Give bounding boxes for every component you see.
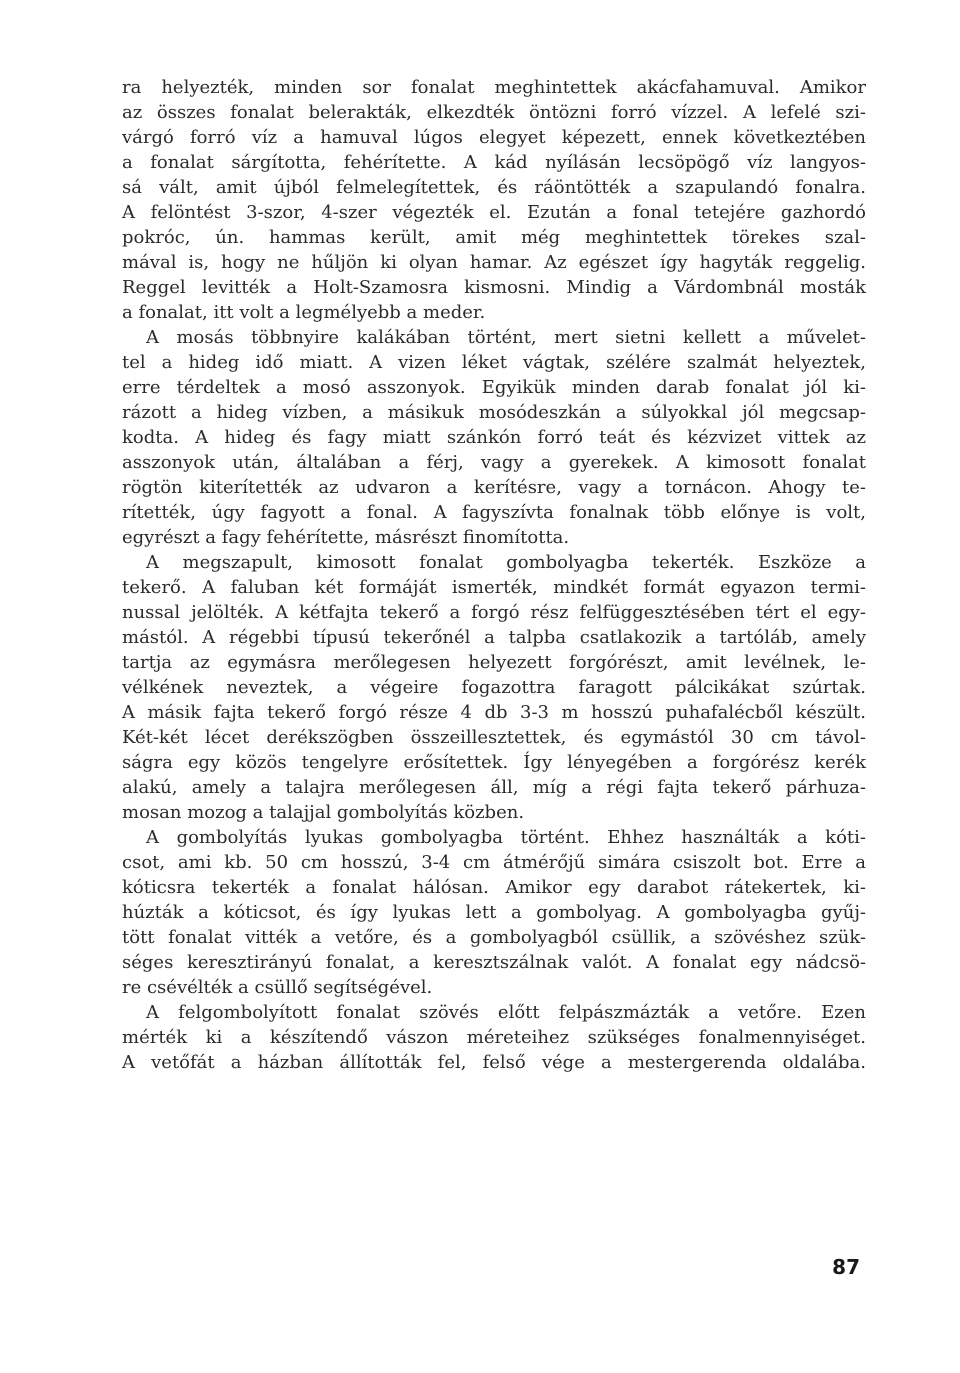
text-line: A másik fajta tekerő forgó része 4 db 3-3 m hosszú puhafalécből készült. bbox=[122, 702, 866, 723]
text-line: A vetőfát a házban állították fel, felső vége a mestergerenda oldalába. bbox=[122, 1052, 866, 1073]
text-line: rögtön kiterítették az udvaron a kerítésre, vagy a tornácon. Ahogy te- bbox=[122, 477, 866, 498]
text-line: mérték ki a készítendő vászon méreteihez szükséges fonalmennyiséget. bbox=[122, 1027, 866, 1048]
text-line: ságra egy közös tengelyre erősítettek. Így lényegében a forgórész kerék bbox=[122, 752, 866, 773]
text-line: tartja az egymásra merőlegesen helyezett forgórészt, amit levélnek, le- bbox=[122, 652, 866, 673]
text-line: kodta. A hideg és fagy miatt szánkón forró teát és kézvizet vittek az bbox=[122, 427, 866, 448]
text-line: rítették, úgy fagyott a fonal. A fagyszívta fonalnak több előnye is volt, bbox=[122, 502, 866, 523]
text-line: nussal jelölték. A kétfajta tekerő a forgó rész felfüggesztésében tért el egy- bbox=[122, 602, 866, 623]
text-line: tekerő. A faluban két formáját ismerték, mindkét formát egyazon termi- bbox=[122, 577, 866, 598]
text-line: vélkének neveztek, a végeire fogazottra faragott pálcikákat szúrtak. bbox=[122, 677, 866, 698]
text-line: csot, ami kb. 50 cm hosszú, 3-4 cm átmérőjű simára csiszolt bot. Erre a bbox=[122, 852, 866, 873]
text-line: az összes fonalat belerakták, elkezdték öntözni forró vízzel. A lefelé szi- bbox=[122, 102, 866, 123]
text-line: asszonyok után, általában a férj, vagy a gyerekek. A kimosott fonalat bbox=[122, 452, 866, 473]
text-line: A mosás többnyire kalákában történt, mert sietni kellett a művelet- bbox=[146, 327, 866, 348]
body-text bbox=[122, 75, 866, 1075]
text-line: a fonalat, itt volt a legmélyebb a meder. bbox=[122, 302, 486, 323]
text-line: rázott a hideg vízben, a másikuk mosódeszkán a súlyokkal jól megcsap- bbox=[122, 402, 866, 423]
text-line: Két-két lécet derékszögben összeillesztettek, és egymástól 30 cm távol- bbox=[122, 727, 866, 748]
text-line: sá vált, amit újból felmelegítettek, és ráöntötték a szapulandó fonalra. bbox=[122, 177, 866, 198]
text-line: ra helyezték, minden sor fonalat meghintettek akácfahamuval. Amikor bbox=[122, 77, 866, 98]
text-line: erre térdeltek a mosó asszonyok. Egyikük minden darab fonalat jól ki- bbox=[122, 377, 866, 398]
text-line: húzták a kóticsot, és így lyukas lett a gombolyag. A gombolyagba gyűj- bbox=[122, 902, 866, 923]
page-number: 87 bbox=[832, 1255, 860, 1279]
text-line: mosan mozog a talajjal gombolyítás közben. bbox=[122, 802, 525, 823]
text-line: mástól. A régebbi típusú tekerőnél a talpba csatlakozik a tartóláb, amely bbox=[122, 627, 866, 648]
text-line: re csévélték a csüllő segítségével. bbox=[122, 977, 433, 998]
text-line: várgó forró víz a hamuval lúgos elegyet képezett, ennek következtében bbox=[122, 127, 866, 148]
text-line: A felöntést 3-szor, 4-szer végezték el. Ezután a fonal tetejére gazhordó bbox=[122, 202, 866, 223]
text-line: kóticsra tekerték a fonalat hálósan. Amikor egy darabot rátekertek, ki- bbox=[122, 877, 866, 898]
text-line: a fonalat sárgította, fehérítette. A kád nyílásán lecsöpögő víz langyos- bbox=[122, 152, 866, 173]
text-line: A gombolyítás lyukas gombolyagba történt. Ehhez használták a kóti- bbox=[146, 827, 866, 848]
text-line: tött fonalat vitték a vetőre, és a gombolyagból csüllik, a szövéshez szük- bbox=[122, 927, 866, 948]
text-line: tel a hideg idő miatt. A vizen léket vágtak, szélére szalmát helyeztek, bbox=[122, 352, 866, 373]
text-line: pokróc, ún. hammas került, amit még meghintettek törekes szal- bbox=[122, 227, 866, 248]
text-line: egyrészt a fagy fehérítette, másrészt finomította. bbox=[122, 527, 570, 548]
text-line: mával is, hogy ne hűljön ki olyan hamar. Az egészet így hagyták reggelig. bbox=[122, 252, 866, 273]
text-line: A felgombolyított fonalat szövés előtt felpászmázták a vetőre. Ezen bbox=[146, 1002, 866, 1023]
text-line: séges keresztirányú fonalat, a keresztszálnak valót. A fonalat egy nádcsö- bbox=[122, 952, 866, 973]
text-line: alakú, amely a talajra merőlegesen áll, míg a régi fajta tekerő párhuza- bbox=[122, 777, 866, 798]
text-line: Reggel levitték a Holt-Szamosra kismosni. Mindig a Várdombnál mosták bbox=[122, 277, 866, 298]
text-line: A megszapult, kimosott fonalat gombolyagba tekerték. Eszköze a bbox=[146, 552, 866, 573]
